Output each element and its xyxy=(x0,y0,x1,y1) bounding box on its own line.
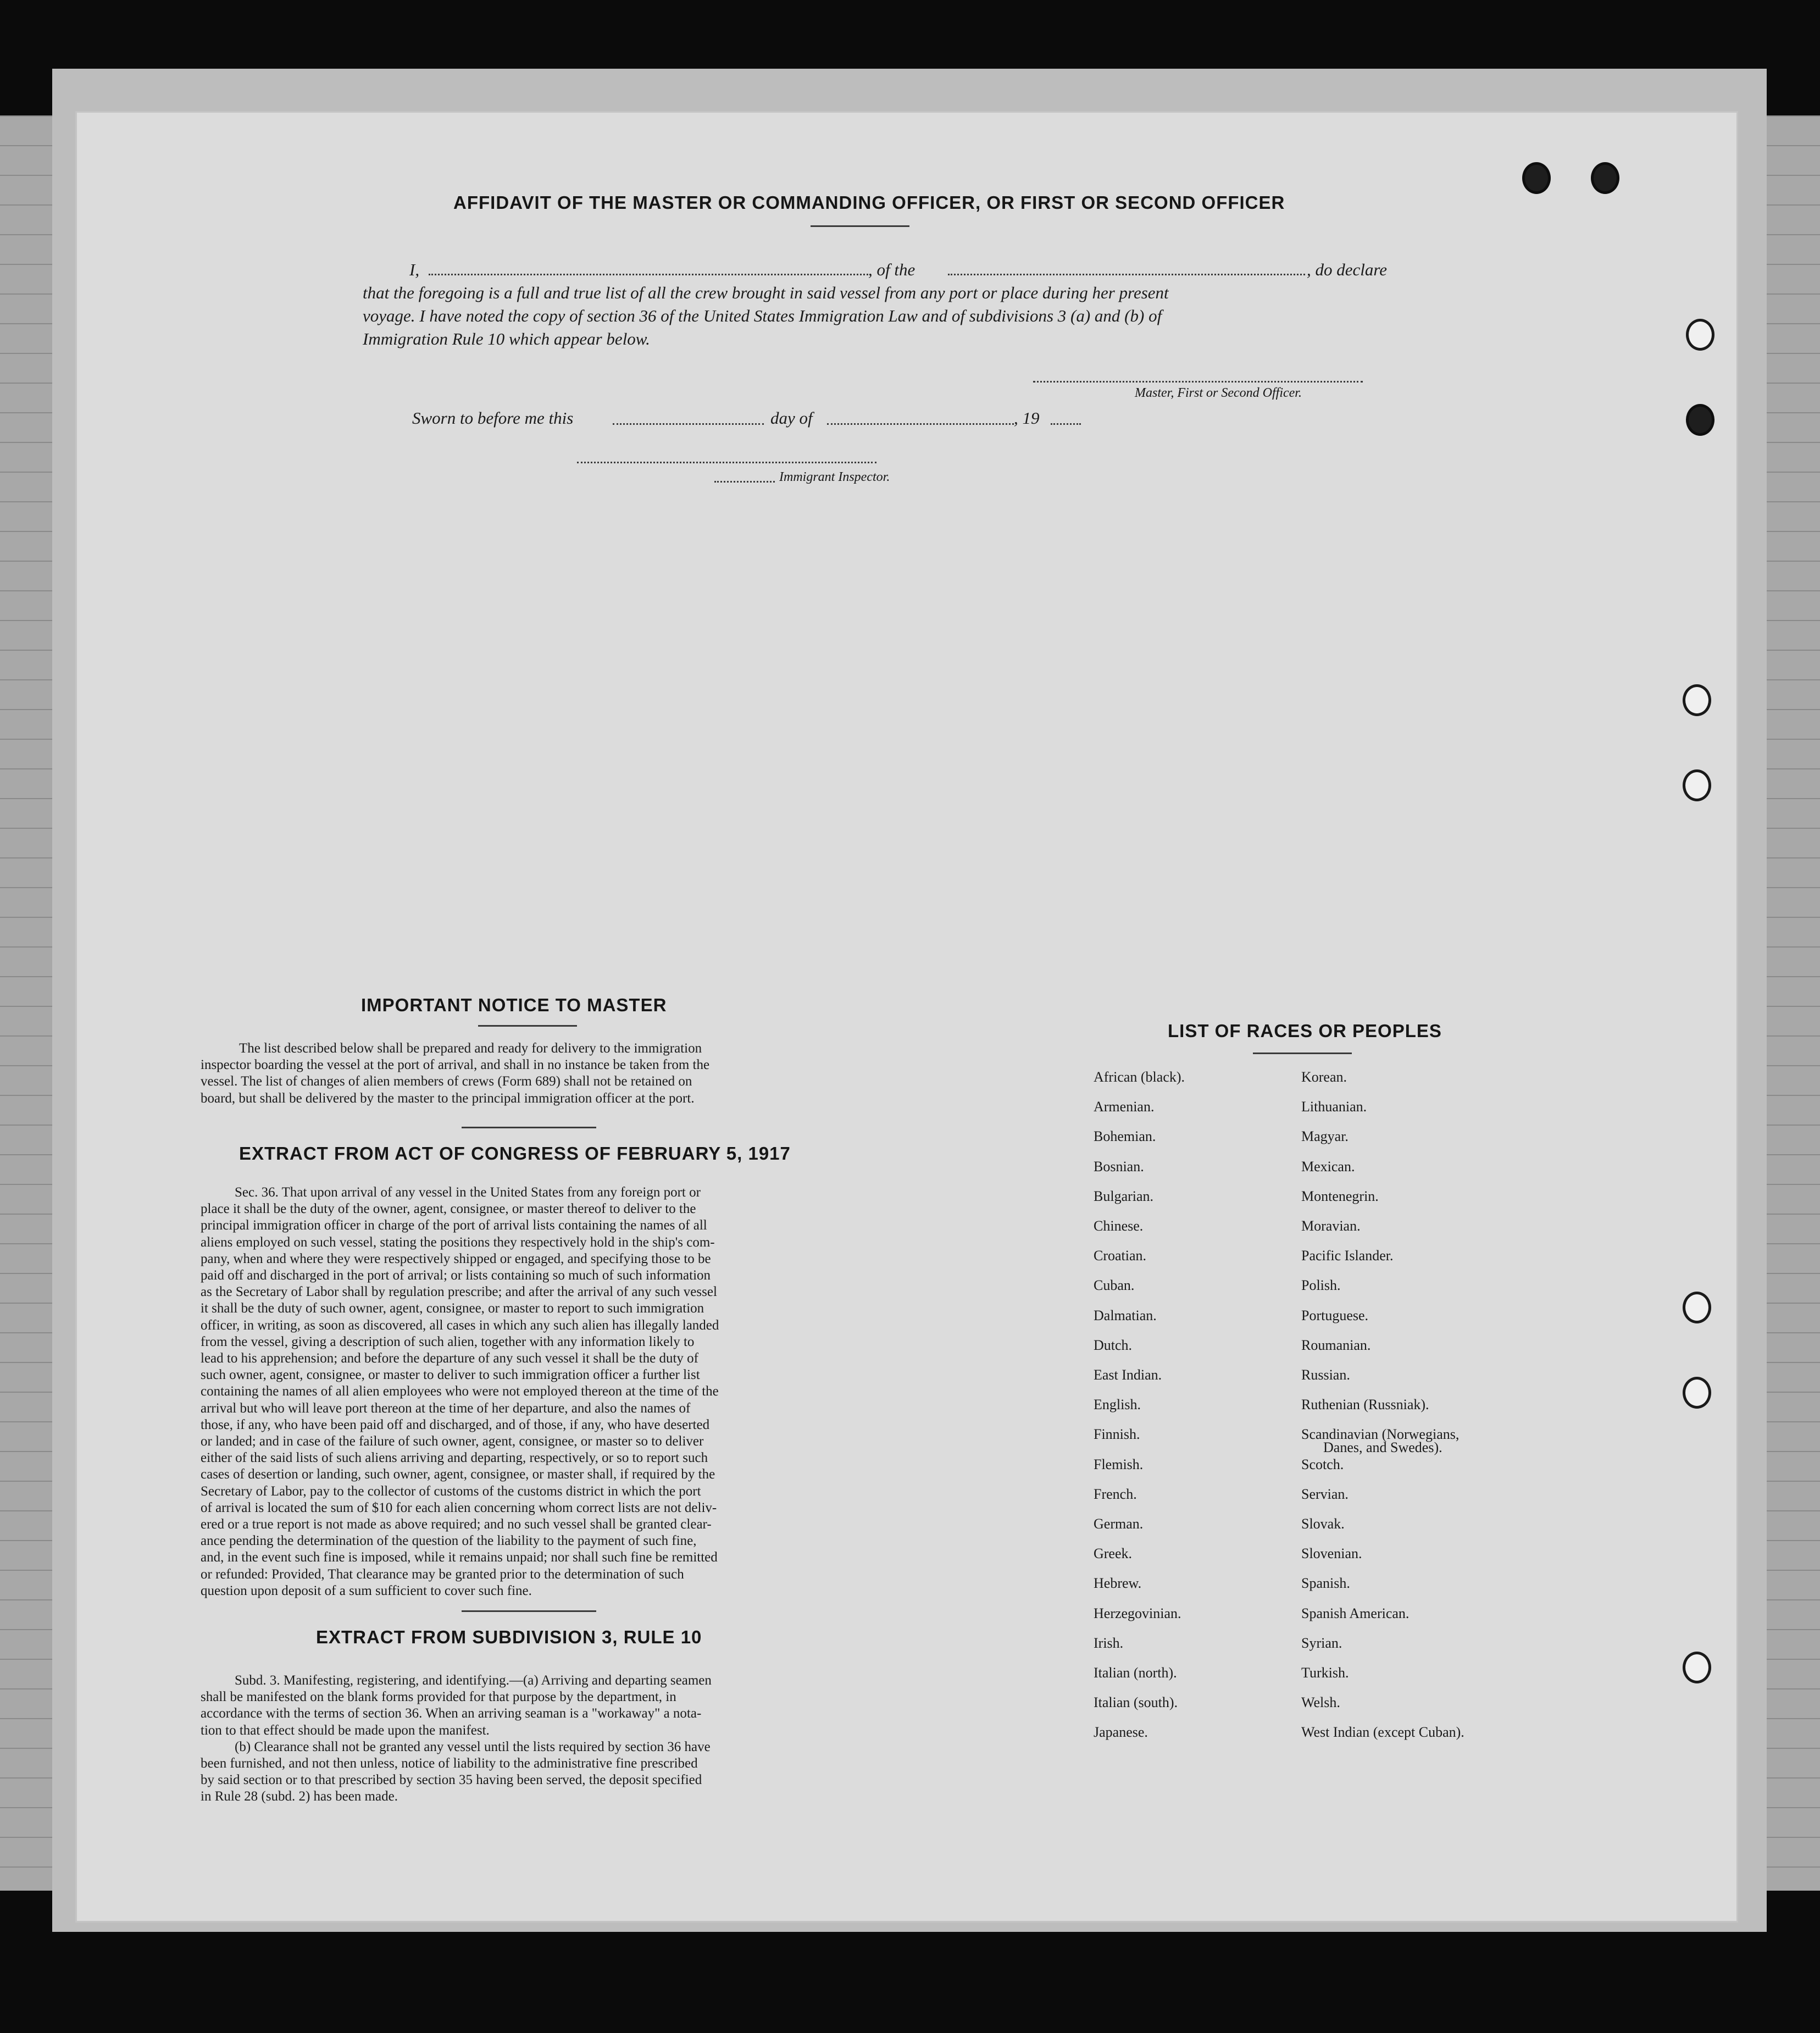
race-item: Dutch. xyxy=(1094,1337,1133,1353)
rule-line: accordance with the terms of section 36. When an arriving seaman is a "workaway" a nota- xyxy=(201,1706,702,1721)
day-of-label: day of xyxy=(770,408,813,428)
month-blank xyxy=(827,423,1014,425)
race-item: Armenian. xyxy=(1094,1099,1155,1115)
race-item: Dalmatian. xyxy=(1094,1307,1157,1323)
punch-hole-icon xyxy=(1522,162,1551,194)
race-item: Servian. xyxy=(1301,1486,1349,1502)
race-item: Croatian. xyxy=(1094,1248,1147,1264)
race-item: Russian. xyxy=(1301,1367,1350,1383)
notice-line: vessel. The list of changes of alien members of crews (Form 689) shall not be retained on xyxy=(201,1074,692,1089)
inspector-signature-blank xyxy=(577,462,876,463)
punch-hole-icon xyxy=(1686,319,1714,351)
year-blank xyxy=(1051,423,1081,425)
notice-rule xyxy=(478,1025,577,1027)
notice-text xyxy=(201,1040,882,1107)
act-line: cases of desertion or landing, such owner, agent, consignee, or master shall, if required by the xyxy=(201,1467,715,1482)
race-item: Montenegrin. xyxy=(1301,1188,1379,1204)
race-item: Spanish American. xyxy=(1301,1605,1410,1621)
affidavit-title: AFFIDAVIT OF THE MASTER OR COMMANDING OFFICER, OR FIRST OR SECOND OFFICER xyxy=(453,192,1285,213)
punch-hole-icon xyxy=(1683,1292,1711,1323)
signature-caption: Master, First or Second Officer. xyxy=(1135,386,1302,400)
act-line: it shall be the duty of such owner, agent, consignee, or master to report to such immigration xyxy=(201,1301,704,1316)
race-item: Polish. xyxy=(1301,1277,1341,1294)
act-line: Secretary of Labor, pay to the collector of customs of the customs district in which the port xyxy=(201,1483,701,1499)
section-rule xyxy=(462,1127,596,1128)
rule-line: by said section or to that prescribed by section 35 having been served, the deposit specified xyxy=(201,1772,702,1788)
race-item: Greek. xyxy=(1094,1545,1133,1562)
act-line: such owner, agent, consignee, or master to deliver to such immigration officer a further list xyxy=(201,1367,700,1383)
rule-line: tion to that effect should be made upon the manifest. xyxy=(201,1722,490,1738)
rule-line: (b) Clearance shall not be granted any vessel until the lists required by section 36 have xyxy=(235,1739,711,1754)
day-blank xyxy=(613,423,764,425)
races-rule xyxy=(1253,1052,1352,1054)
race-item: Italian (south). xyxy=(1094,1694,1178,1711)
section-rule xyxy=(462,1610,596,1612)
race-item: Italian (north). xyxy=(1094,1665,1177,1681)
race-item: French. xyxy=(1094,1486,1137,1502)
race-item: Herzegovinian. xyxy=(1094,1605,1181,1621)
race-item: Mexican. xyxy=(1301,1158,1355,1175)
year-label: , 19 xyxy=(1014,408,1040,428)
rule-line: been furnished, and not then unless, notice of liability to the administrative fine prescribed xyxy=(201,1756,698,1771)
race-item: East Indian. xyxy=(1094,1367,1162,1383)
race-item: Moravian. xyxy=(1301,1218,1361,1234)
race-item: African (black). xyxy=(1094,1069,1185,1085)
affidavit-line-4: Immigration Rule 10 which appear below. xyxy=(363,329,650,348)
act-text xyxy=(201,1184,882,1599)
act-line: pany, when and where they were respectively shipped or engaged, and specifying those to be xyxy=(201,1251,711,1266)
race-item: Scotch. xyxy=(1301,1456,1344,1472)
inspector-caption: Immigrant Inspector. xyxy=(779,470,890,484)
race-item: Welsh. xyxy=(1301,1694,1340,1711)
race-item: Turkish. xyxy=(1301,1665,1349,1681)
name-blank xyxy=(429,274,868,275)
act-line: as the Secretary of Labor shall by regulation prescribe; and after the arrival of any such vessel xyxy=(201,1284,717,1300)
race-item: Lithuanian. xyxy=(1301,1099,1367,1115)
race-item: Slovak. xyxy=(1301,1516,1345,1532)
affidavit-line-3: voyage. I have noted the copy of section 36 of the United States Immigration Law and of subdivisions 3 (a) and (b) of xyxy=(363,306,1162,325)
act-line: principal immigration officer in charge of the port of arrival lists containing the names of all xyxy=(201,1218,707,1233)
notice-line: board, but shall be delivered by the master to the principal immigration officer at the port. xyxy=(201,1090,695,1106)
race-item: Bosnian. xyxy=(1094,1158,1144,1175)
race-item: Spanish. xyxy=(1301,1575,1350,1592)
rule-title: EXTRACT FROM SUBDIVISION 3, RULE 10 xyxy=(316,1627,702,1647)
race-item: Slovenian. xyxy=(1301,1545,1362,1562)
act-line: ance pending the determination of the question of the liability to the payment of such fine, xyxy=(201,1533,697,1549)
vessel-blank xyxy=(948,274,1305,275)
act-line: and, in the event such fine is imposed, while it remains unpaid; nor shall such fine be remitted xyxy=(201,1550,718,1565)
act-line: either of the said lists of such aliens arriving and departing, respectively, or so to report such xyxy=(201,1450,708,1466)
notice-line: inspector boarding the vessel at the port of arrival, and shall in no instance be taken from the xyxy=(201,1057,710,1073)
affidavit-i-label: I, xyxy=(409,260,420,279)
punch-hole-icon xyxy=(1591,162,1619,194)
act-line: from the vessel, giving a description of such alien, together with any information likely to xyxy=(201,1334,695,1349)
act-line: containing the names of all alien employees who were not employed thereon at the time of the xyxy=(201,1384,719,1399)
race-item: Syrian. xyxy=(1301,1635,1342,1651)
inspector-prefix-dots xyxy=(714,481,775,483)
race-item: Scandinavian (Norwegians, xyxy=(1301,1426,1460,1443)
sworn-label: Sworn to before me this xyxy=(412,408,574,428)
act-line: paid off and discharged in the port of arrival; or lists containing so much of such information xyxy=(201,1268,711,1283)
act-title: EXTRACT FROM ACT OF CONGRESS OF FEBRUARY 5, 1917 xyxy=(239,1143,791,1164)
rule-line: shall be manifested on the blank forms provided for that purpose by the department, in xyxy=(201,1689,676,1705)
race-item: Bohemian. xyxy=(1094,1128,1156,1145)
punch-hole-icon xyxy=(1683,769,1711,801)
affidavit-line-2: that the foregoing is a full and true list of all the crew brought in said vessel from any port or place during her present xyxy=(363,283,1169,302)
race-item: Ruthenian (Russniak). xyxy=(1301,1397,1429,1413)
race-item: German. xyxy=(1094,1516,1144,1532)
race-item: Portuguese. xyxy=(1301,1307,1369,1323)
act-line: of arrival is located the sum of $10 for each alien concerning whom correct lists are not deliv- xyxy=(201,1500,717,1515)
document-page xyxy=(77,113,1736,1921)
affidavit-of-the-label: , of the xyxy=(868,260,915,279)
race-item: Korean. xyxy=(1301,1069,1347,1085)
notice-line: The list described below shall be prepared and ready for delivery to the immigration xyxy=(239,1041,702,1056)
affidavit-declare-label: , do declare xyxy=(1307,260,1388,279)
act-line: officer, in writing, as soon as discovered, all cases in which any such alien has illegally landed xyxy=(201,1317,719,1333)
rule-line: in Rule 28 (subd. 2) has been made. xyxy=(201,1789,398,1804)
punch-hole-icon xyxy=(1683,1377,1711,1409)
race-item: English. xyxy=(1094,1397,1141,1413)
rule-text xyxy=(201,1672,882,1805)
act-line: or landed; and in case of the failure of such owner, agent, consignee, or master so to deliver xyxy=(201,1434,704,1449)
race-item: West Indian (except Cuban). xyxy=(1301,1724,1464,1741)
punch-hole-icon xyxy=(1683,1652,1711,1683)
race-item: Magyar. xyxy=(1301,1128,1349,1145)
act-line: question upon deposit of a sum sufficient to cover such fine. xyxy=(201,1583,532,1598)
act-line: lead to his apprehension; and before the departure of any such vessel it shall be the duty of xyxy=(201,1351,698,1366)
act-line: or refunded: Provided, That clearance may be granted prior to the determination of such xyxy=(201,1566,684,1582)
act-line: aliens employed on such vessel, stating the positions they respectively hold in the ship's com- xyxy=(201,1234,715,1250)
race-item: Finnish. xyxy=(1094,1426,1140,1443)
punch-hole-icon xyxy=(1686,404,1714,436)
title-rule xyxy=(811,225,909,227)
act-line: place it shall be the duty of the owner, agent, consignee, or master thereof to deliver to the xyxy=(201,1201,696,1217)
race-item: Cuban. xyxy=(1094,1277,1135,1294)
race-item-continuation: Danes, and Swedes). xyxy=(1323,1439,1442,1456)
act-line: arrival but who will leave port thereon at the time of her departure, and also the names of xyxy=(201,1400,691,1416)
race-item: Flemish. xyxy=(1094,1456,1144,1472)
race-item: Pacific Islander. xyxy=(1301,1248,1394,1264)
race-item: Hebrew. xyxy=(1094,1575,1142,1592)
rule-line: Subd. 3. Manifesting, registering, and identifying.—(a) Arriving and departing seamen xyxy=(235,1673,712,1688)
race-item: Irish. xyxy=(1094,1635,1124,1651)
act-line: ered or a true report is not made as above required; and no such vessel shall be granted clear- xyxy=(201,1517,712,1532)
race-item: Japanese. xyxy=(1094,1724,1148,1741)
punch-hole-icon xyxy=(1683,684,1711,716)
notice-title: IMPORTANT NOTICE TO MASTER xyxy=(361,995,667,1015)
race-item: Chinese. xyxy=(1094,1218,1144,1234)
act-line: Sec. 36. That upon arrival of any vessel in the United States from any foreign port or xyxy=(235,1185,701,1200)
signature-blank xyxy=(1033,381,1363,383)
race-item: Roumanian. xyxy=(1301,1337,1371,1353)
races-title: LIST OF RACES OR PEOPLES xyxy=(1168,1021,1442,1041)
act-line: those, if any, who have been paid off and discharged, and of those, if any, who have deserted xyxy=(201,1417,710,1432)
race-item: Bulgarian. xyxy=(1094,1188,1154,1204)
